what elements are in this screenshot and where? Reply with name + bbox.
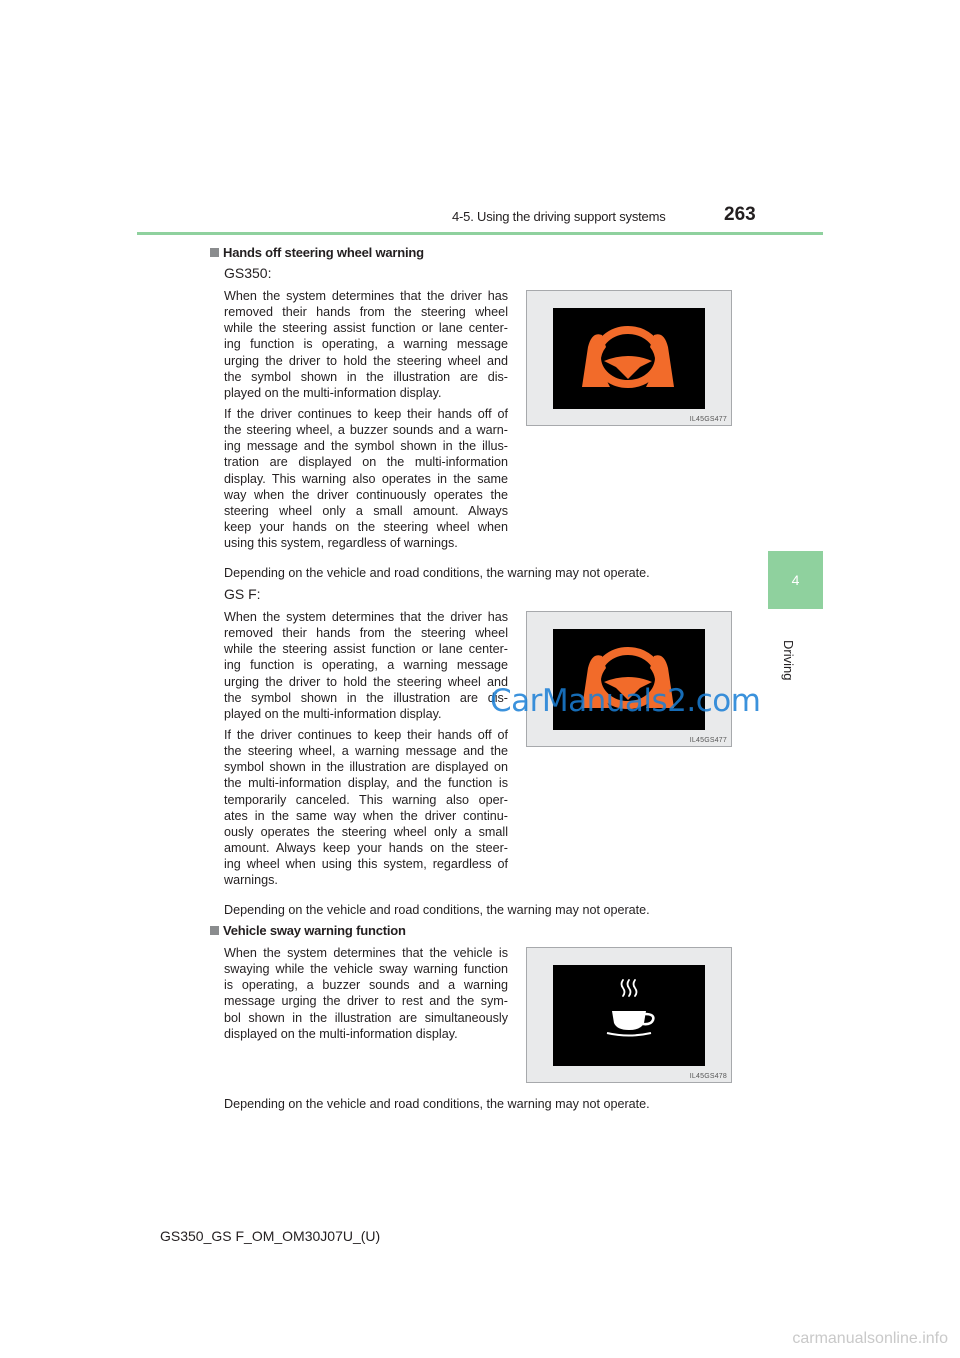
- text-line: the symbol shown in the illustration are dis-: [224, 369, 508, 384]
- text-line: symbol shown in the illustration are displayed on: [224, 760, 508, 775]
- text-line: ously operates the steering wheel only a small: [224, 824, 508, 839]
- text-line: If the driver continues to keep their hands off of: [224, 728, 508, 742]
- chapter-tab: [768, 551, 823, 609]
- hands-off-heading-text: Hands off steering wheel warning: [223, 245, 424, 260]
- page-number: 263: [724, 204, 756, 225]
- gsf-paragraph-1: [224, 609, 508, 722]
- document-code: GS350_GS F_OM_OM30J07U_(U): [160, 1228, 381, 1244]
- text-line: displayed on the multi-information display.: [224, 1026, 458, 1041]
- text-line: urging the driver to hold the steering wheel and: [224, 674, 508, 689]
- text-line: temporarily canceled. This warning also oper-: [224, 792, 508, 807]
- hands-on-steering-wheel-icon: [527, 291, 733, 427]
- text-line: urging the driver to hold the steering wheel and: [224, 353, 508, 368]
- text-line: the multi-information display, and the function is: [224, 776, 508, 791]
- text-line: ing message and the symbol shown in the illus-: [224, 439, 508, 454]
- text-line: played on the multi-information display.: [224, 706, 442, 721]
- gsf-paragraph-2: [224, 727, 508, 889]
- text-line: removed their hands from the steering wheel: [224, 626, 508, 641]
- chapter-label: Driving: [781, 640, 796, 681]
- text-line: the steering wheel, a warning message and the: [224, 744, 508, 759]
- text-line: keep your hands on the steering wheel when: [224, 520, 508, 535]
- sway-illustration: [526, 947, 732, 1083]
- text-line: If the driver continues to keep their hands off of: [224, 407, 508, 421]
- text-line: steering wheel only a small amount. Always: [224, 503, 508, 518]
- heading-bullet-icon: [210, 926, 219, 935]
- text-line: warnings.: [224, 873, 278, 888]
- coffee-cup-icon: [527, 948, 733, 1084]
- text-line: swaying while the vehicle sway warning function: [224, 962, 508, 977]
- chapter-number: 4: [791, 572, 800, 588]
- text-line: When the system determines that the driver has: [224, 289, 508, 303]
- sway-heading: [210, 923, 406, 938]
- text-line: message urging the driver to rest and the sym-: [224, 994, 508, 1009]
- text-line: way when the driver continuously operates the: [224, 487, 508, 502]
- gsf-illustration: [526, 611, 732, 747]
- text-line: When the system determines that the driver has: [224, 610, 508, 624]
- text-line: the steering wheel, a buzzer sounds and a warn-: [224, 423, 508, 438]
- site-watermark: carmanualsonline.info: [792, 1330, 948, 1347]
- model-label-gs350: GS350:: [224, 265, 272, 281]
- sway-note: Depending on the vehicle and road conditions, the warning may not operate.: [224, 1097, 650, 1111]
- text-line: removed their hands from the steering wheel: [224, 305, 508, 320]
- heading-bullet-icon: [210, 248, 219, 257]
- hands-on-steering-wheel-icon: [527, 612, 733, 748]
- gs350-paragraph-1: [224, 288, 508, 401]
- section-title: 4-5. Using the driving support systems: [452, 209, 666, 224]
- header-rule: [137, 232, 823, 235]
- gs350-illustration: [526, 290, 732, 426]
- text-line: display. This warning also operates in the same: [224, 471, 508, 486]
- gsf-note: Depending on the vehicle and road conditions, the warning may not operate.: [224, 903, 650, 917]
- text-line: ing wheel when using this system, regardless of: [224, 857, 508, 872]
- text-line: ing function is operating, a warning message: [224, 658, 508, 673]
- text-line: is operating, a buzzer sounds and a warning: [224, 978, 508, 993]
- gs350-paragraph-2: [224, 406, 508, 551]
- model-label-gsf: GS F:: [224, 586, 261, 602]
- text-line: When the system determines that the vehicle is: [224, 946, 508, 960]
- text-line: using this system, regardless of warnings.: [224, 536, 458, 551]
- text-line: bol shown in the illustration are simultaneously: [224, 1010, 508, 1025]
- text-line: ates in the same way when the driver continu-: [224, 808, 508, 823]
- text-line: amount. Always keep your hands on the steer-: [224, 841, 508, 856]
- figure-code: IL45GS477: [689, 416, 727, 423]
- sway-heading-text: Vehicle sway warning function: [223, 923, 406, 938]
- sway-paragraph: [224, 945, 508, 1042]
- figure-code: IL45GS478: [689, 1073, 727, 1080]
- hands-off-heading: [210, 245, 424, 260]
- text-line: while the steering assist function or lane center-: [224, 321, 508, 336]
- text-line: while the steering assist function or lane center-: [224, 642, 508, 657]
- text-line: the symbol shown in the illustration are dis-: [224, 690, 508, 705]
- text-line: tration are displayed on the multi-information: [224, 455, 508, 470]
- figure-code: IL45GS477: [689, 737, 727, 744]
- gs350-note: Depending on the vehicle and road conditions, the warning may not operate.: [224, 566, 650, 580]
- watermark: CarManuals2.com: [490, 683, 761, 719]
- text-line: played on the multi-information display.: [224, 385, 442, 400]
- text-line: ing function is operating, a warning message: [224, 337, 508, 352]
